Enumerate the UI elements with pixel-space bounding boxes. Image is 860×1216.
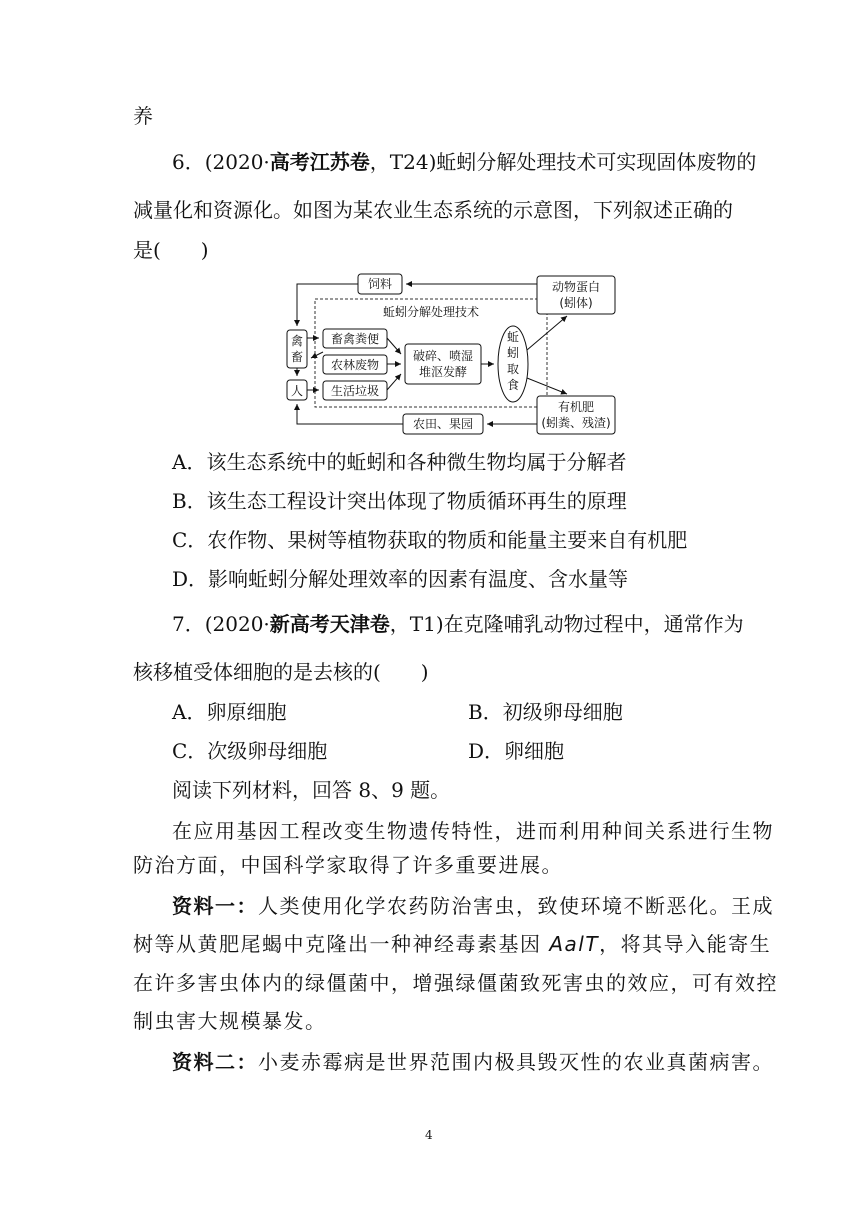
page-number: 4 [425, 1128, 433, 1142]
question-6-source: 高考江苏卷 [269, 150, 370, 174]
question-6-option-a: A．该生态系统中的蚯蚓和各种微生物均属于分解者 [172, 450, 627, 474]
material-1-label: 资料一： [172, 894, 258, 918]
question-6-option-d: D．影响蚯蚓分解处理效率的因素有温度、含水量等 [172, 567, 629, 591]
question-6-number: 6．(2020· [172, 150, 270, 174]
question-6-text-1: 蚯蚓分解处理技术可实现固体废物的 [436, 150, 757, 174]
question-7-line-1 [172, 610, 744, 638]
animal-protein-label-2: (蚓体) [559, 296, 593, 310]
fertilizer-label-1: 有机肥 [557, 400, 595, 414]
ecosystem-diagram [285, 272, 625, 438]
material-1-text-2b: ，将其导入能寄生 [599, 932, 772, 956]
material-2-text-1: 小麦赤霉病是世界范围内极具毁灭性的农业真菌病害。 [258, 1050, 774, 1074]
material-intro-line-1: 在应用基因工程改变生物遗传特性，进而利用种间关系进行生物 [172, 819, 774, 843]
question-6-option-c: C．农作物、果树等植物获取的物质和能量主要来自有机肥 [172, 528, 688, 552]
question-6-line-1 [172, 148, 756, 176]
material-1-text-1: 人类使用化学农药防治害虫，致使环境不断恶化。王成 [258, 894, 774, 918]
worm-label-3: 取 [506, 362, 520, 376]
material-intro-line-2: 防治方面，中国科学家取得了许多重要进展。 [133, 853, 563, 877]
worm-label-4: 食 [506, 378, 520, 392]
poultry-label-2: 畜 [290, 350, 304, 364]
question-6-line-3: 是( ) [133, 238, 209, 262]
question-7-option-c: C．次级卵母细胞 [172, 739, 328, 763]
feed-label: 饲料 [367, 277, 393, 291]
question-7-option-b: B．初级卵母细胞 [468, 700, 623, 724]
material-1-line-1 [172, 892, 774, 920]
question-7-tag: ，T1) [389, 612, 444, 636]
question-6-option-b: B．该生态工程设计突出体现了物质循环再生的原理 [172, 489, 627, 513]
material-1-line-2 [133, 930, 771, 958]
question-7-text-1: 在克隆哺乳动物过程中，通常作为 [443, 612, 744, 636]
person-label: 人 [290, 384, 304, 398]
fertilizer-label-2: (蚓粪、残渣) [541, 416, 611, 430]
process-label-1: 破碎、喷湿 [412, 349, 474, 363]
read-prompt: 阅读下列材料，回答 8、9 题。 [172, 778, 451, 802]
question-7-line-2: 核移植受体细胞的是去核的( ) [133, 660, 429, 684]
material-1-text-2a: 树等从黄肥尾蝎中克隆出一种神经毒素基因 [133, 932, 550, 956]
material-2-label: 资料二： [172, 1050, 258, 1074]
continued-text: 养 [133, 104, 153, 128]
gene-name: AalT [549, 932, 600, 956]
question-6-line-2: 减量化和资源化。如图为某农业生态系统的示意图，下列叙述正确的 [133, 198, 733, 222]
agri-waste-label: 农林废物 [330, 358, 380, 372]
material-1-line-4: 制虫害大规模暴发。 [133, 1009, 327, 1033]
animal-protein-label-1: 动物蛋白 [551, 280, 601, 294]
question-6-tag: ，T24) [369, 150, 437, 174]
farmland-label: 农田、果园 [412, 417, 474, 431]
worm-label-1: 蚯 [506, 330, 520, 344]
question-7-option-a: A．卵原细胞 [172, 700, 287, 724]
question-7-option-d: D．卵细胞 [468, 739, 565, 763]
manure-label: 畜禽粪便 [330, 332, 380, 346]
question-7-number: 7．(2020· [172, 612, 270, 636]
garbage-label: 生活垃圾 [330, 384, 380, 398]
question-7-source: 新高考天津卷 [269, 612, 390, 636]
material-2-line-1 [172, 1048, 774, 1076]
tech-title: 蚯蚓分解处理技术 [382, 305, 480, 319]
material-1-line-3: 在许多害虫体内的绿僵菌中，增强绿僵菌致死害虫的效应，可有效控 [133, 971, 778, 995]
worm-label-2: 蚓 [506, 346, 520, 360]
poultry-label-1: 禽 [290, 334, 304, 348]
process-label-2: 堆沤发酵 [418, 365, 468, 379]
